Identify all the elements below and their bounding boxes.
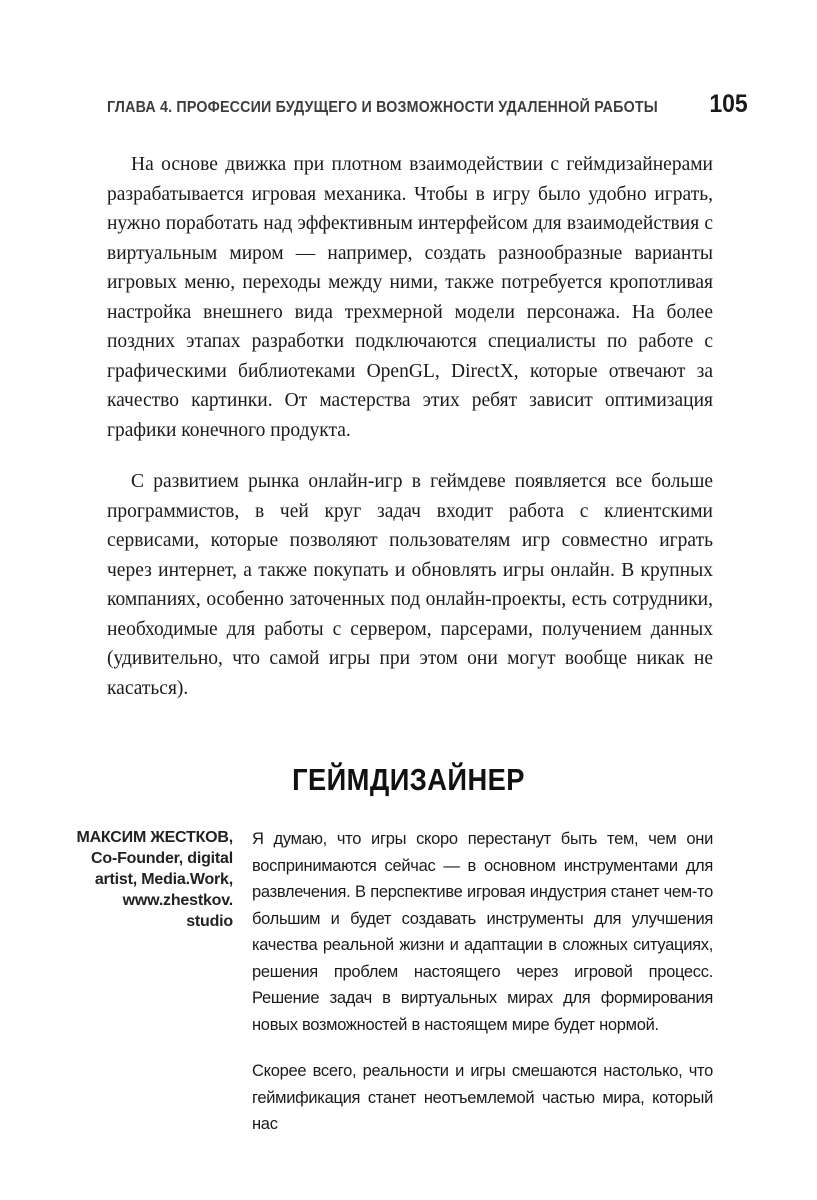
section-heading: ГЕЙМДИЗАЙНЕР bbox=[292, 762, 525, 797]
quote-author-line: www.zhestkov. bbox=[122, 892, 233, 909]
quote-author-line: Co-Founder, digital bbox=[91, 850, 233, 867]
quote-author-line: artist, Media.Work, bbox=[94, 871, 233, 888]
quote-section bbox=[75, 826, 713, 1158]
page-header bbox=[107, 90, 748, 119]
quote-paragraph: Скорее всего, реальности и игры смешаются настолько, что геймификация станет неотъемлемой частью мира, который нас bbox=[252, 1062, 713, 1133]
body-paragraph: С развитием рынка онлайн-игр в геймдеве появляется все больше программистов, в чей круг задач входит работа с клиентскими сервисами, которые позволяют пользователям игр совместно играть через интернет, а также покупать и обновлять игры онлайн. В крупных компаниях, особенно заточенных под онлайн-проекты, есть сотрудники, необходимые для работы с сервером, парсерами, получением данных (удивительно, что самой игры при этом они могут вообще никак не касаться). bbox=[107, 471, 713, 699]
chapter-title: ГЛАВА 4. ПРОФЕССИИ БУДУЩЕГО И ВОЗМОЖНОСТИ УДАЛЕННОЙ РАБОТЫ bbox=[107, 99, 658, 116]
quote-author-line: МАКСИМ ЖЕСТКОВ, bbox=[76, 829, 233, 846]
quote-text bbox=[252, 826, 713, 1158]
page-number: 105 bbox=[709, 90, 748, 118]
quote-paragraph: Я думаю, что игры скоро перестанут быть тем, чем они воспринимаются сейчас — в основном инструментами для развлечения. В перспективе игровая индустрия станет чем-то большим и будет создавать инструменты для улучшения качества реальной жизни и адаптации в сложных ситуациях, решения проблем настоящего через игровой процесс. Решение задач в виртуальных мирах для формирования новых возможностей в настоящем мире будет нормой. bbox=[252, 830, 713, 1034]
body-text bbox=[107, 150, 713, 725]
quote-author-line: studio bbox=[186, 913, 233, 930]
body-paragraph: На основе движка при плотном взаимодействии с геймдизайнерами разрабатывается игровая механика. Чтобы в игру было удобно играть, нужно поработать над эффективным интерфейсом для взаимодействия с виртуальным миром — например, создать разнообразные варианты игровых меню, переходы между ними, также потребуется кропотливая настройка внешнего вида трехмерной модели персонажа. На более поздних этапах разработки подключаются специалисты по работе с графическими библиотеками OpenGL, DirectX, которые отвечают за качество картинки. От мастерства этих ребят зависит оптимизация графики конечного продукта. bbox=[107, 154, 713, 441]
quote-author bbox=[75, 826, 233, 932]
